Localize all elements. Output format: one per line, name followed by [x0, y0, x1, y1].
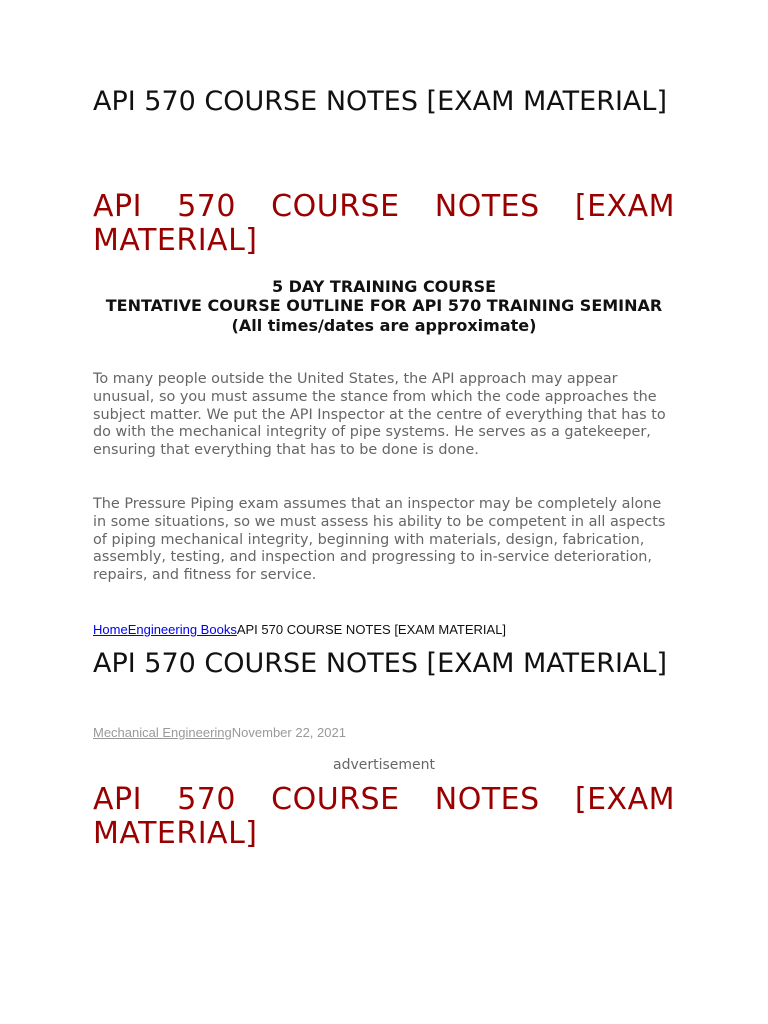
article-heading: API 570 COURSE NOTES [EXAM MATERIAL] [93, 189, 675, 258]
breadcrumb [93, 621, 693, 638]
page-title: API 570 COURSE NOTES [EXAM MATERIAL] [93, 86, 667, 117]
breadcrumb-home-link[interactable]: Home [93, 622, 128, 637]
course-outline [93, 277, 675, 335]
outline-line-tentative: TENTATIVE COURSE OUTLINE FOR API 570 TRAINING SEMINAR [105, 296, 663, 316]
post-heading: API 570 COURSE NOTES [EXAM MATERIAL] [93, 782, 675, 851]
intro-paragraph: To many people outside the United States, the API approach may appear unusual, so you must assume the stance from which the code approaches the subject matter. We put the API Inspector at the centre of everything that has to do with the mechanical integrity of pipe systems. He serves as a gatekeeper, ensuring that everything that has to be done is done. [93, 371, 666, 459]
exam-paragraph: The Pressure Piping exam assumes that an inspector may be completely alone in some situations, so we must assess his ability to be competent in all aspects of piping mechanical integrity, beginning with materials, design, fabrication, assembly, testing, and inspection and progressing to in-service deterioration, repairs, and fitness for service. [93, 496, 666, 584]
breadcrumb-category-link[interactable]: Engineering Books [127, 622, 237, 637]
post-date: November 22, 2021 [231, 725, 346, 740]
advertisement-label: advertisement [332, 757, 436, 773]
breadcrumb-current: API 570 COURSE NOTES [EXAM MATERIAL] [236, 622, 507, 637]
post-category-link[interactable]: Mechanical Engineering [93, 725, 232, 740]
outline-line-note: (All times/dates are approximate) [231, 315, 537, 335]
outline-line-course: 5 DAY TRAINING COURSE [271, 277, 497, 296]
post-meta [93, 725, 346, 741]
post-title: API 570 COURSE NOTES [EXAM MATERIAL] [93, 648, 667, 679]
